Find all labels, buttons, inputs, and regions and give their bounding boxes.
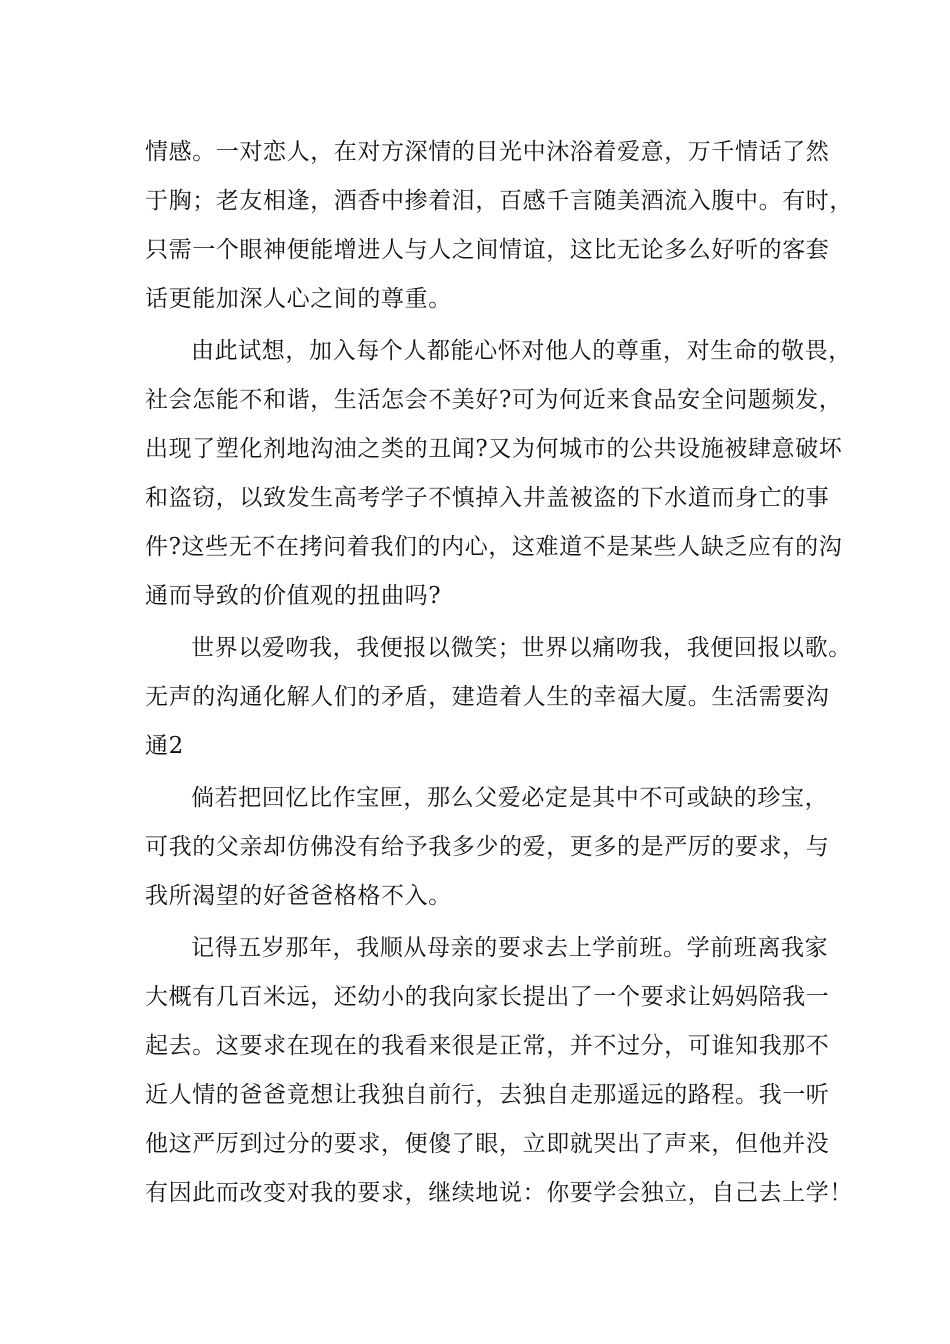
text-line: 无声的沟通化解人们的矛盾，建造着人生的幸福大厦。生活需要沟	[145, 684, 830, 710]
text-line: 于胸；老友相逢，酒香中掺着泪，百感千言随美酒流入腹中。有时，	[145, 188, 853, 214]
text-line: 和盗窃，以致发生高考学子不慎掉入井盖被盗的下水道而身亡的事	[145, 485, 830, 511]
text-line: 出现了塑化剂地沟油之类的丑闻?又为何城市的公共设施被肆意破坏	[145, 436, 843, 462]
text-line: 起去。这要求在现在的我看来很是正常，并不过分，可谁知我那不	[145, 1033, 830, 1059]
text-line: 大概有几百米远，还幼小的我向家长提出了一个要求让妈妈陪我一	[145, 984, 830, 1010]
text-line: 他这严厉到过分的要求，便傻了眼，立即就哭出了声来，但他并没	[145, 1131, 830, 1157]
text-line: 可我的父亲却仿佛没有给予我多少的爱，更多的是严厉的要求，与	[145, 834, 830, 860]
text-line: 情感。一对恋人，在对方深情的目光中沐浴着爱意，万千情话了然	[145, 139, 830, 165]
text-line: 我所渴望的好爸爸格格不入。	[145, 883, 452, 909]
paragraph-first-line: 世界以爱吻我，我便报以微笑；世界以痛吻我，我便回报以歌。	[191, 635, 852, 661]
paragraph-first-line: 记得五岁那年，我顺从母亲的要求去上学前班。学前班离我家	[191, 935, 829, 961]
text-line: 话更能加深人心之间的尊重。	[145, 286, 452, 312]
text-line: 近人情的爸爸竟想让我独自前行，去独自走那遥远的路程。我一听	[145, 1082, 830, 1108]
text-line: 件?这些无不在拷问着我们的内心，这难道不是某些人缺乏应有的沟	[145, 534, 843, 560]
text-line: 通2	[145, 733, 184, 759]
text-line: 只需一个眼神便能增进人与人之间情谊，这比无论多么好听的客套	[145, 237, 830, 263]
text-line: 通而导致的价值观的扭曲吗?	[145, 583, 442, 609]
paragraph-first-line: 倘若把回忆比作宝匣，那么父爱必定是其中不可或缺的珍宝，	[191, 785, 829, 811]
text-line: 社会怎能不和谐，生活怎会不美好?可为何近来食品安全问题频发，	[145, 387, 843, 413]
text-line: 有因此而改变对我的要求，继续地说：你要学会独立，自己去上学！	[145, 1180, 853, 1206]
paragraph-first-line: 由此试想，加入每个人都能心怀对他人的尊重，对生命的敬畏，	[191, 338, 852, 364]
